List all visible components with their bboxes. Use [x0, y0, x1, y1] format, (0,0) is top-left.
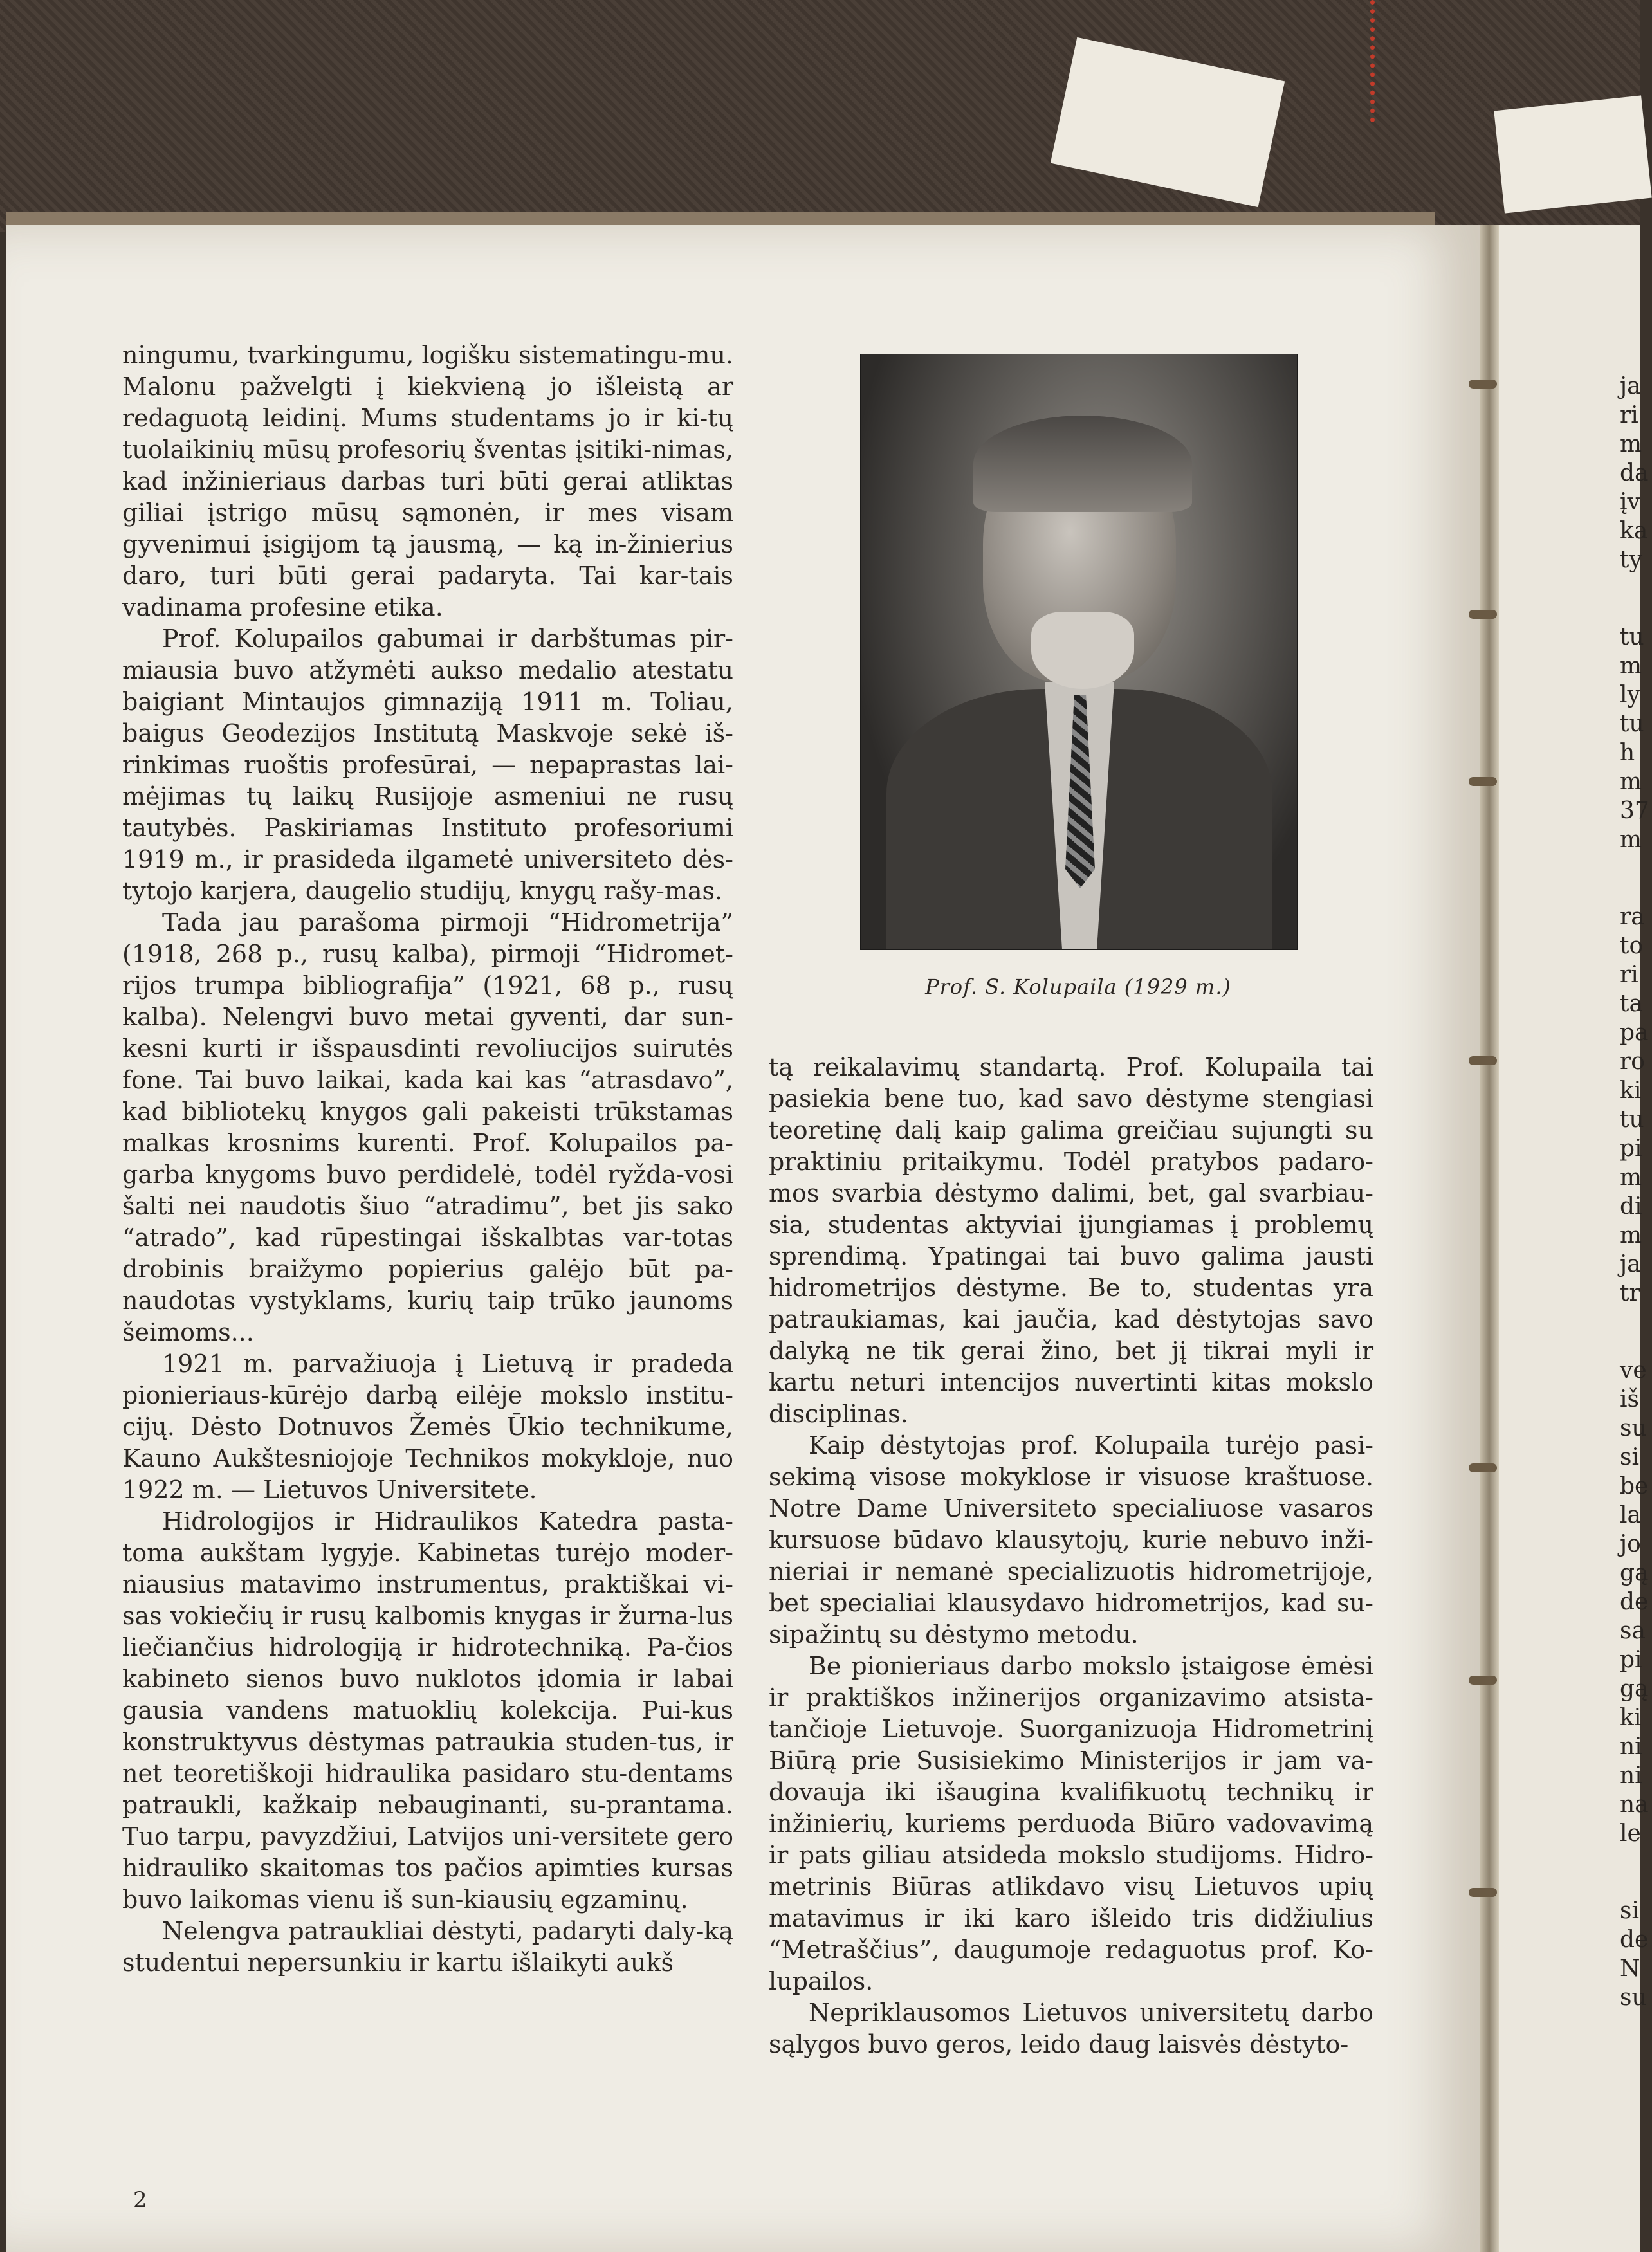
right-page-fragment: su: [1620, 1415, 1647, 1442]
right-page-fragment: ka: [1620, 518, 1648, 544]
paper-scrap: [1494, 95, 1651, 213]
right-page-fragment: 37: [1620, 798, 1649, 824]
right-page: [1499, 225, 1649, 2252]
binding-stitch: [1469, 1056, 1497, 1065]
right-page-fragment: pa: [1620, 1020, 1649, 1046]
right-page-fragment: iš: [1620, 1386, 1639, 1413]
right-page-fragment: ty: [1620, 547, 1642, 573]
right-page-fragment: de: [1620, 1927, 1649, 1953]
right-page-fragment: si: [1620, 1898, 1639, 1924]
right-page-fragment: m: [1620, 827, 1642, 853]
right-page-fragment: tr: [1620, 1280, 1640, 1306]
paragraph: Tada jau parašoma pirmoji “Hidrometrija” (1918, 268 p., rusų kalba), pirmoji “Hidromet-rijos trumpa bibliografija” (1921, 68 p., rusų kalba). Nelengvi buvo metai gyventi, dar sun-kesni kurti ir išspausdinti revoliucijos suirutės fone. Tai buvo laikai, kada kai kas “atrasdavo”, kad bibliotekų knygos gali pakeisti trūkstamas malkas krosnims kurenti. Prof. Kolupailos pa-garba knygoms buvo perdidelė, todėl ryžda-vosi šalti nei naudotis šiuo “atradimu”, bet jis sako “atrado”, kad rūpestingai išskalbtas var-totas drobinis braižymo popierius galėjo būt pa-naudotas vystyklams, kurių taip trūko jaunoms šeimoms...: [122, 908, 733, 1346]
right-page-fragment: m: [1620, 769, 1642, 795]
right-page-fragment: ta: [1620, 991, 1643, 1017]
right-page-fragment: tu: [1620, 711, 1644, 737]
right-page-fragment: ly: [1620, 682, 1640, 708]
right-page-fragment: la: [1620, 1502, 1641, 1528]
photo-caption: Prof. S. Kolupaila (1929 m.): [925, 975, 1231, 999]
right-page-fragment: ri: [1620, 402, 1638, 428]
right-page-fragment: pi: [1620, 1135, 1642, 1162]
binding-stitch: [1469, 380, 1497, 389]
paragraph: Nepriklausomos Lietuvos universitetų darbo sąlygos buvo geros, leido daug laisvės dėstyto-: [769, 1999, 1373, 2058]
right-page-fragment: įv: [1620, 489, 1640, 515]
right-page-fragment: sa: [1620, 1618, 1646, 1644]
right-page-fragment: de: [1620, 1589, 1649, 1615]
paragraph: Hidrologijos ir Hidraulikos Katedra pasta-toma aukštam lygyje. Kabinetas turėjo moder-niausius matavimo instrumentus, praktiškai vi-sas vokiečių ir rusų kalbomis knygas ir žurna-lus liečiančius hidrologiją ir hidrotechniką. Pa-čios kabineto sienos buvo nuklotos įdomia ir labai gausia vandens matuoklių kolekcija. Pui-kus konstruktyvus dėstymas patraukia studen-tus, ir net teoretiškoji hidraulika pasidaro stu-dentams patraukli, kažkaip nebauginanti, su-prantama. Tuo tarpu, pavyzdžiui, Latvijos uni-versitete gero hidrauliko skaitomas tos pačios apimties kursas buvo laikomas vienu iš sun-kiausių egzaminų.: [122, 1507, 733, 1914]
right-page-fragment: m: [1620, 653, 1642, 679]
page-number: 2: [133, 2187, 147, 2213]
right-page-fragment: na: [1620, 1791, 1649, 1818]
right-page-fragment: to: [1620, 933, 1644, 959]
left-text-column: [122, 340, 733, 1979]
right-page-fragment: N: [1620, 1955, 1640, 1982]
right-page-fragment: ve: [1620, 1357, 1647, 1384]
right-page-fragment: pi: [1620, 1647, 1642, 1673]
right-page-fragment: ja: [1620, 373, 1641, 399]
binding-stitch: [1469, 1676, 1497, 1685]
right-page-fragment: da: [1620, 460, 1649, 486]
paragraph: Nelengva patraukliai dėstyti, padaryti daly-ką studentui nepersunkiu ir kartu išlaikyti aukš: [122, 1917, 733, 1977]
right-page-fragment: tu: [1620, 624, 1644, 650]
book-cover-edge: [6, 212, 1435, 226]
right-page-fragment: jo: [1620, 1531, 1641, 1557]
binding-stitch: [1469, 610, 1497, 619]
photo-beard: [1031, 612, 1134, 689]
right-page-fragment: si: [1620, 1444, 1639, 1470]
right-page-fragment: ja: [1620, 1251, 1641, 1277]
portrait-photo: [860, 354, 1298, 950]
right-page-fragment: m: [1620, 1164, 1642, 1191]
right-page-fragment: ra: [1620, 904, 1645, 930]
right-page-fragment: ro: [1620, 1048, 1645, 1075]
paragraph: ningumu, tvarkingumu, logišku sistematingu-mu. Malonu pažvelgti į kiekvieną jo išleistą ar redaguotą leidinį. Mums studentams jo ir ki-tų tuolaikinių mūsų profesorių šventas įsitiki-nimas, kad inžinieriaus darbas turi būti gerai atliktas giliai įstrigo mūsų sąmonėn, ir mes visam gyvenimui įsigijom tą jausmą, — ką in-žinierius daro, turi būti gerai padaryta. Tai kar-tais vadinama profesine etika.: [122, 341, 733, 621]
paragraph: 1921 m. parvažiuoja į Lietuvą ir pradeda pionieriaus-kūrėjo darbą eilėje mokslo institu-cijų. Dėsto Dotnuvos Žemės Ūkio technikume, Kauno Aukštesniojoje Technikos mokykloje, nuo 1922 m. — Lietuvos Universitete.: [122, 1350, 733, 1504]
red-thread: [1345, 0, 1375, 122]
right-page-fragment: m: [1620, 1222, 1642, 1249]
right-page-fragment: le: [1620, 1820, 1641, 1847]
right-page-fragment: gą: [1620, 1676, 1649, 1702]
right-page-fragment: ri: [1620, 962, 1638, 988]
binding-stitch: [1469, 1888, 1497, 1897]
right-page-fragment: tu: [1620, 1106, 1644, 1133]
right-page-fragment: ni: [1620, 1734, 1642, 1760]
right-page-fragment: ki: [1620, 1077, 1642, 1104]
right-page-fragment: ki: [1620, 1705, 1642, 1731]
background-fabric: [0, 0, 1640, 232]
right-page-fragment: m: [1620, 431, 1642, 457]
right-page-fragment: be: [1620, 1473, 1649, 1499]
right-page-fragment: h: [1620, 740, 1635, 766]
paragraph: Kaip dėstytojas prof. Kolupaila turėjo pasi-sekimą visose mokyklose ir visuose kraštuose. Notre Dame Universiteto specialiuose vasaros kursuose būdavo klausytojų, kurie nebuvo inži-nieriai ir nemanė specializuotis hidrometrijoje, bet specialiai klausydavo hidrometrijos, kad su-sipažintų su dėstymo metodu.: [769, 1431, 1373, 1649]
binding-stitch: [1469, 777, 1497, 786]
binding-stitch: [1469, 1463, 1497, 1472]
paragraph: Be pionieriaus darbo mokslo įstaigose ėmėsi ir praktiškos inžinerijos organizavimo atsista-tančioje Lietuvoje. Suorganizuoja Hidrometrinį Biūrą prie Susisiekimo Ministerijos ir jam va-dovauja iki išaugina kvalifikuotų technikų ir inžinierių, kuriems perduoda Biūro vadovavimą ir pats giliau atsideda mokslo studijoms. Hidro-metrinis Biūras atlikdavo visų Lietuvos upių matavimus ir iki karo išleido tris didžiulius “Metraščius”, daugumoje redaguotus prof. Ko-lupailos.: [769, 1652, 1373, 1995]
photo-hair: [973, 416, 1192, 512]
right-page-fragment: di: [1620, 1193, 1642, 1220]
right-page-fragment: su: [1620, 1984, 1647, 2011]
right-page-fragment: ni: [1620, 1762, 1642, 1789]
paragraph: tą reikalavimų standartą. Prof. Kolupaila tai pasiekia bene tuo, kad savo dėstyme stengiasi teoretinę dalį kaip galima greičiau sujungti su praktiniu pritaikymu. Todėl pratybos padaro-mos svarbia dėstymo dalimi, bet, gal svarbiau-sia, studentas aktyviai įjungiamas į problemų sprendimą. Ypatingai tai buvo galima jausti hidrometrijos dėstyme. Be to, studentas yra patraukiamas, kai jaučia, kad dėstytojas savo dalyką ne tik gerai žino, bet jį tikrai myli ir kartu neturi intencijos nuvertinti kitas mokslo disciplinas.: [769, 1053, 1373, 1428]
paragraph: Prof. Kolupailos gabumai ir darbštumas pir-miausia buvo atžymėti aukso medalio atestatu baigiant Mintaujos gimnaziją 1911 m. Toliau, baigus Geodezijos Institutą Maskvoje sekė iš-rinkimas ruoštis profesūrai, — nepaprastas lai-mėjimas tų laikų Rusijoje asmeniui ne rusų tautybės. Paskiriamas Instituto profesoriumi 1919 m., ir prasideda ilgametė universiteto dės-tytojo karjera, daugelio studijų, knygų rašy-mas.: [122, 625, 733, 905]
book-gutter: [1480, 225, 1499, 2252]
right-text-column: [769, 1052, 1373, 2060]
right-page-fragment: gą: [1620, 1560, 1649, 1586]
